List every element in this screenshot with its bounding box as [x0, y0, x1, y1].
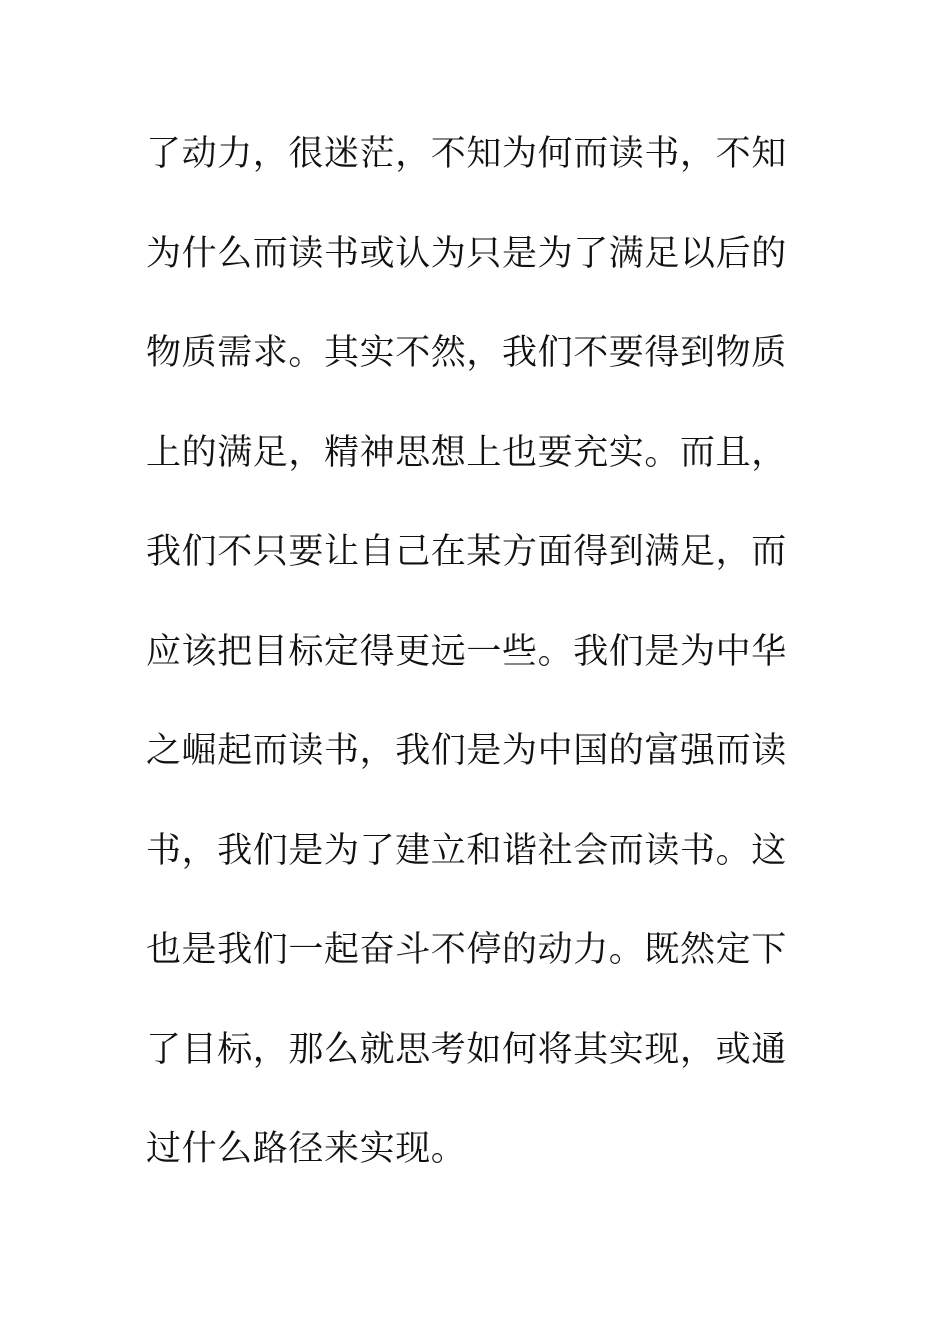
body-paragraph	[146, 128, 816, 1223]
text-line-5: 我们不只要让自己在某方面得到满足，而	[146, 532, 787, 572]
text-line-2: 为什么而读书或认为只是为了满足以后的	[146, 233, 787, 274]
text-line-8: 书，我们是为了建立和谐社会而读书。这	[146, 830, 787, 871]
text-line-1: 了动力，很迷茫，不知为何而读书，不知	[146, 134, 787, 174]
text-line-10: 了目标，那么就思考如何将其实现，或通	[146, 1029, 787, 1070]
text-line-11: 过什么路径来实现。	[146, 1129, 467, 1169]
text-line-3: 物质需求。其实不然，我们不要得到物质	[146, 333, 787, 373]
text-line-6: 应该把目标定得更远一些。我们是为中华	[146, 631, 787, 672]
text-line-4: 上的满足，精神思想上也要充实。而且，	[146, 432, 787, 473]
text-line-7: 之崛起而读书，我们是为中国的富强而读	[146, 731, 787, 771]
text-line-9: 也是我们一起奋斗不停的动力。既然定下	[146, 930, 787, 970]
